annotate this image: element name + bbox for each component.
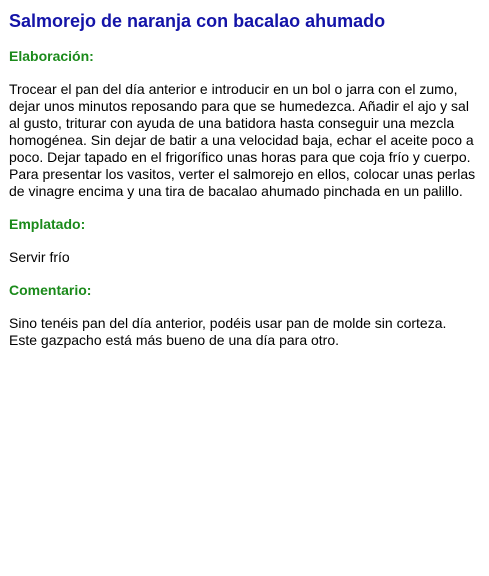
comentario-heading: Comentario:: [9, 282, 92, 298]
recipe-title: Salmorejo de naranja con bacalao ahumado: [9, 11, 386, 31]
elaboracion-text: Trocear el pan del día anterior e introducir en un bol o jarra con el zumo, dejar unos minutos reposando para que se humedezca. Añadir el ajo y sal al gusto, triturar con ayuda de una batidora hasta conseguir una mezcla homogénea. Sin dejar de batir a una velocidad baja, echar el aceite poco a poco. Dejar tapado en el frigorífico unas horas para que coja frío y cuerpo. Para presentar los vasitos, verter el salmorejo en ellos, colocar unas perlas de vinagre encima y una tira de bacalao ahumado pinchada en un palillo.: [9, 81, 476, 199]
emplatado-heading: Emplatado:: [9, 216, 86, 232]
section-elaboracion: [9, 48, 480, 200]
section-comentario: [9, 282, 480, 349]
comentario-text: Sino tenéis pan del día anterior, podéis usar pan de molde sin corteza. Este gazpacho está más bueno de una día para otro.: [9, 315, 447, 348]
emplatado-text: Servir frío: [9, 249, 70, 265]
elaboracion-heading: Elaboración:: [9, 48, 94, 64]
section-emplatado: [9, 216, 480, 266]
